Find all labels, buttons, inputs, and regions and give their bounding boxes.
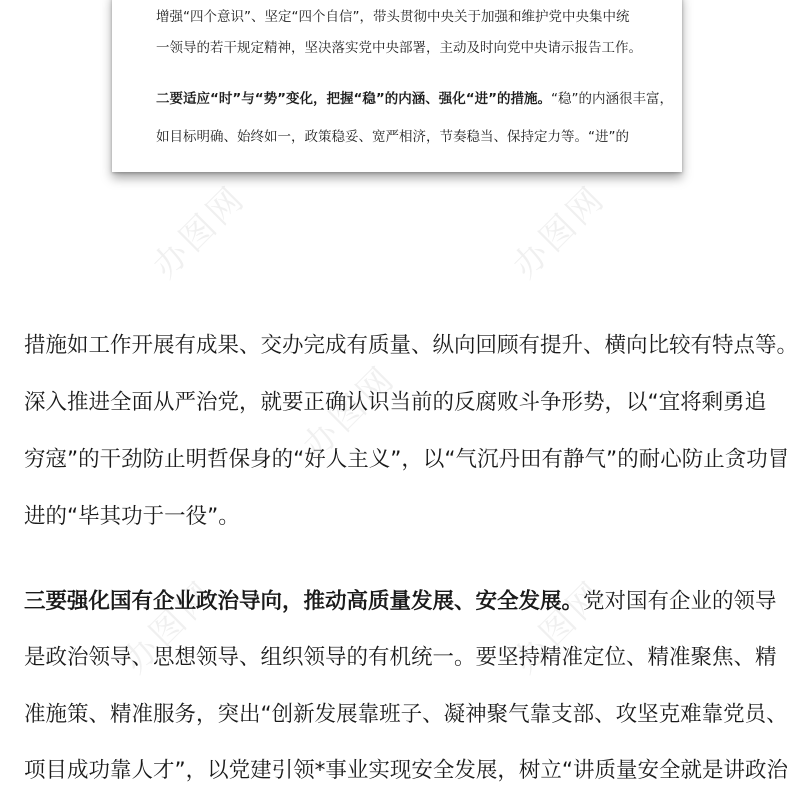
card-heading-2: 二要适应“时”与“势”变化，把握“稳”的内涵、强化“进”的措施。 xyxy=(156,91,551,107)
body-line-5 xyxy=(24,591,777,613)
watermark-logo: 办图网 xyxy=(115,572,224,682)
watermark-logo: 办图网 xyxy=(505,177,614,287)
card-line-3-rest: “稳”的内涵很丰富， xyxy=(550,91,673,107)
card-line-3 xyxy=(156,93,676,107)
body-line-3: 穷寇”的干劲防止明哲保身的“好人主义”，以“气沉丹田有静气”的耐心防止贪功冒 xyxy=(24,447,790,472)
preview-card xyxy=(112,0,682,172)
body-line-7: 准施策、精准服务，突出“创新发展靠班子、凝神聚气靠支部、攻坚克难靠党员、 xyxy=(24,702,788,727)
body-line-8: 项目成功靠人才”，以党建引领*事业实现安全发展，树立“讲质量安全就是讲政治 xyxy=(24,758,789,783)
watermark-logo: 办图网 xyxy=(145,177,254,287)
card-line-2: 一领导的若干规定精神，坚决落实党中央部署，主动及时向党中央请示报告工作。 xyxy=(156,40,642,56)
card-line-1: 增强“四个意识”、坚定“四个自信”，带头贯彻中央关于加强和维护党中央集中统 xyxy=(156,9,630,25)
body-line-6: 是政治领导、思想领导、组织领导的有机统一。要坚持精准定位、精准聚焦、精 xyxy=(24,645,777,670)
watermark-logo: 办图网 xyxy=(295,357,404,467)
body-line-2: 深入推进全面从严治党，就要正确认识当前的反腐败斗争形势，以“宜将剩勇追 xyxy=(24,390,767,415)
card-line-4: 如目标明确、始终如一，政策稳妥、宽严相济，节奏稳当、保持定力等。“进”的 xyxy=(156,129,629,145)
body-line-4: 进的“毕其功于一役”。 xyxy=(24,504,240,529)
section-heading-3: 三要强化国有企业政治导向，推动高质量发展、安全发展。 xyxy=(24,589,584,614)
body-line-5-rest: 党对国有企业的领导 xyxy=(583,589,777,614)
body-line-1: 措施如工作开展有成果、交办完成有质量、纵向回顾有提升、横向比较有特点等。 xyxy=(24,333,799,358)
watermark-logo: 办图网 xyxy=(505,572,614,682)
